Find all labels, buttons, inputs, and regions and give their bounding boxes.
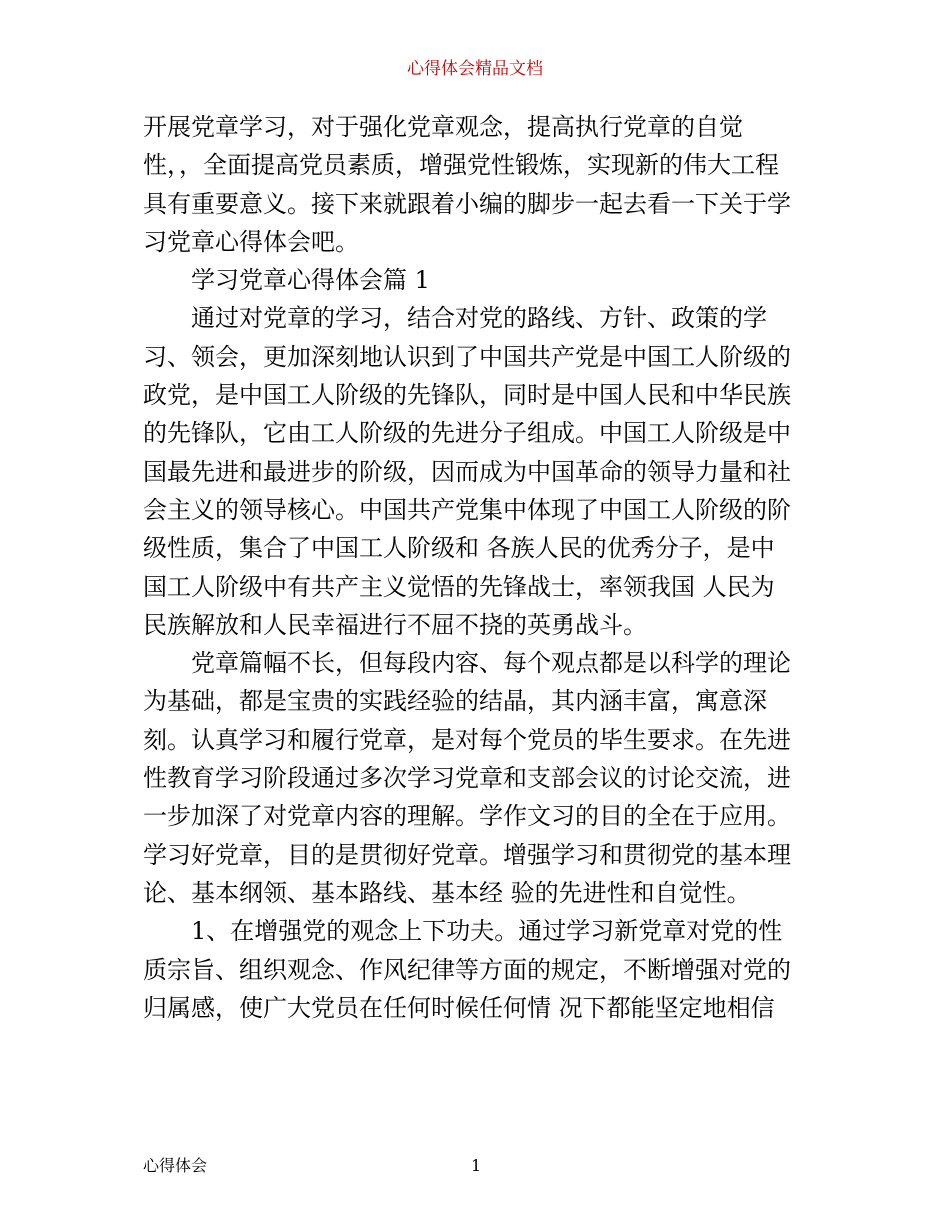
page-number: 1 (471, 1156, 482, 1175)
body-line: 刻。认真学习和履行党章，是对每个党员的毕生要求。在先进 (143, 725, 791, 754)
footer-label: 心得体会 (143, 1156, 208, 1175)
body-line: 开展党章学习，对于强化党章观念，提高执行党章的自觉 (143, 113, 743, 141)
body-line: 国最先进和最进步的阶级，因而成为中国革命的领导力量和社 (143, 457, 791, 486)
body-line: 质宗旨、组织观念、作风纪律等方面的规定，不断增强对党的 (143, 955, 791, 984)
body-line: 归属感，使广大党员在任何时候任何情 况下都能坚定地相信 (143, 993, 775, 1022)
body-line: 党章篇幅不长，但每段内容、每个观点都是以科学的理论 (191, 649, 791, 678)
body-line: 习党章心得体会吧。 (143, 227, 359, 256)
body-line: 通过对党章的学习，结合对党的路线、方针、政策的学 (191, 304, 767, 333)
body-line: 民族解放和人民幸福进行不屈不挠的英勇战斗。 (143, 610, 647, 639)
body-line: 习、领会，更加深刻地认识到了中国共产党是中国工人阶级的 (143, 342, 791, 371)
body-line: 一步加深了对党章内容的理解。学作文习的目的全在于应用。 (143, 802, 791, 831)
body-line: 性教育学习阶段通过多次学习党章和支部会议的讨论交流，进 (143, 764, 791, 793)
body-line: 为基础，都是宝贵的实践经验的结晶，其内涵丰富，寓意深 (143, 687, 767, 716)
body-line: 政党，是中国工人阶级的先锋队，同时是中国人民和中华民族 (143, 381, 791, 410)
body-line: 的先锋队，它由工人阶级的先进分子组成。中国工人阶级是中 (143, 419, 791, 448)
body-line: 会主义的领导核心。中国共产党集中体现了中国工人阶级的阶 (143, 495, 791, 524)
section-heading: 学习党章心得体会篇 1 (191, 266, 430, 295)
body-line: 级性质，集合了中国工人阶级和 各族人民的优秀分子，是中 (143, 534, 775, 563)
body-line: 具有重要意义。接下来就跟着小编的脚步一起去看一下关于学 (143, 189, 791, 218)
body-line: 学习好党章，目的是贯彻好党章。增强学习和贯彻党的基本理 (143, 840, 791, 869)
page-header-title: 心得体会精品文档 (407, 59, 543, 79)
body-line: 国工人阶级中有共产主义觉悟的先锋战士，率领我国 人民为 (143, 572, 775, 601)
document-body (143, 108, 813, 1027)
body-line: 性，，全面提高党员素质，增强党性锻炼，实现新的伟大工程 (143, 151, 779, 180)
body-line: 1、在增强党的观念上下功夫。通过学习新党章对党的性 (191, 917, 783, 946)
body-line: 论、基本纲领、基本路线、基本经 验的先进性和自觉性。 (143, 878, 751, 907)
page-footer (143, 1154, 813, 1178)
